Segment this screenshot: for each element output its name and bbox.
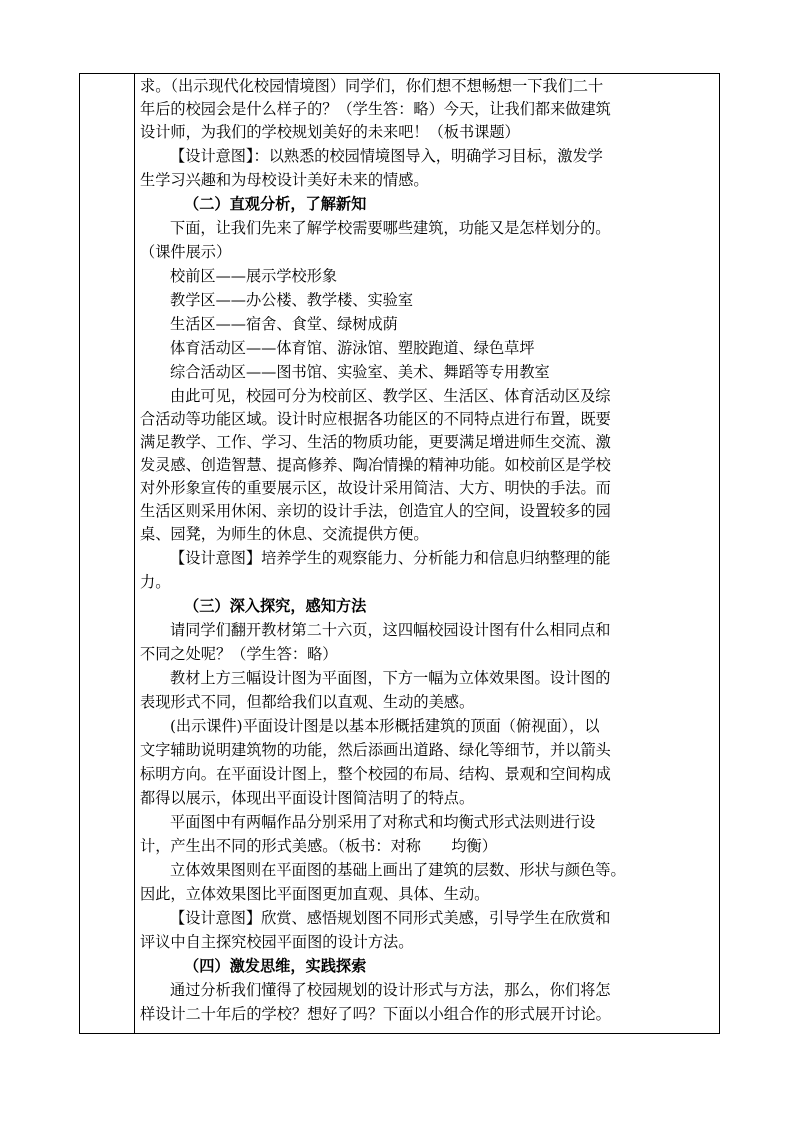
text-line: 力。 (140, 573, 171, 591)
design-intent-line: 【设计意图】培养学生的观察能力、分析能力和信息归纳整理的能 (170, 549, 611, 567)
text-line: 由此可见，校园可分为校前区、教学区、生活区、体育活动区及综 (170, 387, 611, 405)
text-line: 计，产生出不同的形式美感。（板书：对称 均衡） (140, 837, 497, 855)
text-line: （课件展示） (140, 243, 232, 261)
list-item: 体育活动区——体育馆、游泳馆、塑胶跑道、绿色草坪 (170, 339, 535, 357)
text-line: 发灵感、创造智慧、提高修养、陶冶情操的精神功能。如校前区是学校 (140, 456, 611, 474)
list-item: 校前区——展示学校形象 (170, 267, 338, 285)
text-line: 因此，立体效果图比平面图更加直观、具体、生动。 (140, 885, 490, 903)
text-line: 请同学们翻开教材第二十六页，这四幅校园设计图有什么相同点和 (170, 621, 611, 639)
left-label-cell (80, 74, 134, 1033)
section-heading: （三）深入探究，感知方法 (184, 597, 367, 615)
section-heading: （四）激发思维，实践探索 (184, 957, 367, 975)
text-line: 通过分析我们懂得了校园规划的设计形式与方法，那么，你们将怎 (170, 981, 611, 999)
text-line: 桌、园凳，为师生的休息、交流提供方便。 (140, 525, 429, 543)
text-line: 立体效果图则在平面图的基础上画出了建筑的层数、形状与颜色等。 (170, 861, 626, 879)
text-line: 教材上方三幅设计图为平面图，下方一幅为立体效果图。设计图的 (170, 669, 611, 687)
text-line: 标明方向。在平面设计图上，整个校园的布局、结构、景观和空间构成 (140, 765, 611, 783)
text-line: 表现形式不同，但都给我们以直观、生动的美感。 (140, 693, 475, 711)
text-line: 生活区则采用休闲、亲切的设计手法，创造宜人的空间，设置较多的园 (140, 502, 611, 520)
text-line: 对外形象宣传的重要展示区，故设计采用简洁、大方、明快的手法。而 (140, 479, 611, 497)
text-line: 生学习兴趣和为母校设计美好未来的情感。 (140, 171, 429, 189)
list-item: 教学区——办公楼、教学楼、实验室 (170, 291, 413, 309)
text-line: 平面图中有两幅作品分别采用了对称式和均衡式形式法则进行设 (170, 813, 596, 831)
text-line: 合活动等功能区域。设计时应根据各功能区的不同特点进行布置，既要 (140, 410, 611, 428)
section-heading: （二）直观分析，了解新知 (184, 195, 367, 213)
design-intent-line: 【设计意图】欣赏、感悟规划图不同形式美感，引导学生在欣赏和 (170, 909, 611, 927)
list-item: 生活区——宿舍、食堂、绿树成荫 (170, 315, 398, 333)
text-line: 评议中自主探究校园平面图的设计方法。 (140, 933, 414, 951)
text-line: 样设计二十年后的学校？想好了吗？下面以小组合作的形式展开讨论。 (140, 1005, 611, 1023)
text-line: 都得以展示，体现出平面设计图简洁明了的特点。 (140, 789, 475, 807)
text-line: 满足教学、工作、学习、生活的物质功能，更要满足增进师生交流、激 (140, 433, 611, 451)
text-line: 下面，让我们先来了解学校需要哪些建筑，功能又是怎样划分的。 (170, 219, 611, 237)
text-line: 不同之处呢？（学生答：略） (140, 645, 338, 663)
text-line: 设计师，为我们的学校规划美好的未来吧！（板书课题） (140, 123, 520, 141)
text-line: 年后的校园会是什么样子的？（学生答：略）今天，让我们都来做建筑 (140, 100, 611, 118)
text-line: (出示课件)平面设计图是以基本形概括建筑的顶面（俯视面），以 (170, 717, 600, 735)
design-intent-line: 【设计意图】：以熟悉的校园情境图导入，明确学习目标，激发学 (170, 147, 603, 165)
list-item: 综合活动区——图书馆、实验室、美术、舞蹈等专用教室 (170, 363, 550, 381)
text-line: 文字辅助说明建筑物的功能，然后添画出道路、绿化等细节，并以箭头 (140, 741, 611, 759)
text-line: 求。（出示现代化校园情境图）同学们，你们想不想畅想一下我们二十 (140, 77, 604, 95)
column-divider (134, 74, 135, 1033)
